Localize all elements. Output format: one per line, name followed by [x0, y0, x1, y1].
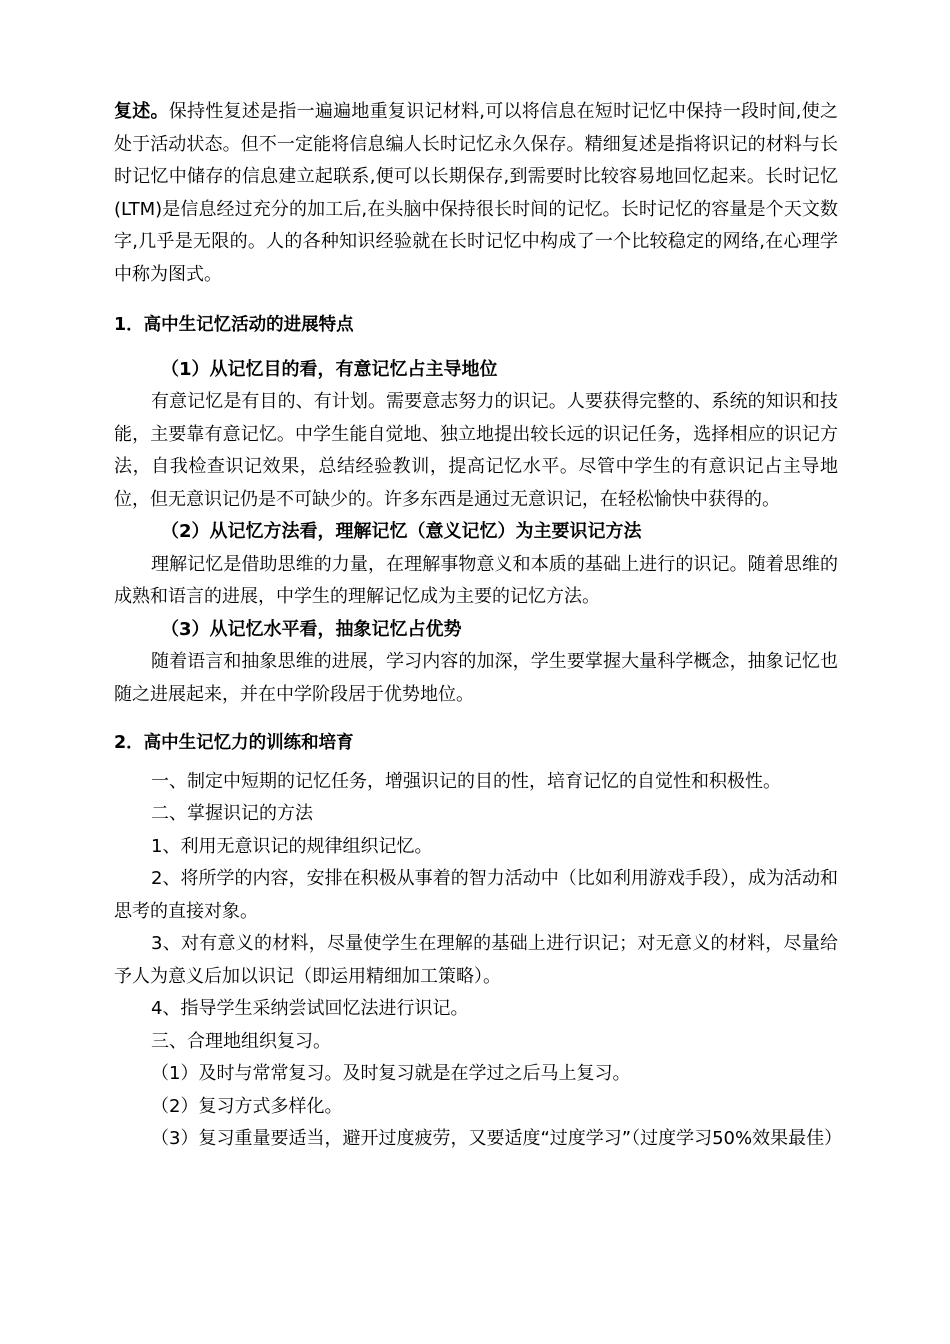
subheading-1: （1）从记忆目的看，有意记忆占主导地位: [161, 358, 498, 380]
subsection-3-body: 随着语言和抽象思维的进展，学习内容的加深，学生要掌握大量科学概念，抽象记忆也随之进展起来，并在中学阶段居于优势地位。: [114, 651, 838, 705]
subsection-2-body: 理解记忆是借助思维的力量，在理解事物意义和本质的基础上进行的识记。随着思维的成熟和语言的进展，中学生的理解记忆成为主要的记忆方法。: [114, 553, 838, 607]
subheading-2: （2）从记忆方法看，理解记忆（意义记忆）为主要识记方法: [161, 521, 642, 542]
document-page: [114, 96, 843, 1156]
intro-paragraph: [114, 96, 838, 291]
list-item: 一、制定中短期的记忆任务，增强识记的目的性，培育记忆的自觉性和积极性。: [151, 770, 781, 792]
list-item: 2、将所学的内容，安排在积极从事着的智力活动中（比如利用游戏手段），成为活动和思考的直接对象。: [114, 868, 838, 922]
list-item: 三、合理地组织复习。: [151, 1030, 331, 1052]
subheading-3: （3）从记忆水平看，抽象记忆占优势: [161, 618, 462, 640]
list-item: （1）及时与常常复习。及时复习就是在学过之后马上复习。: [151, 1063, 631, 1084]
list-item: （3）复习重量要适当，避开过度疲劳，又要适度“过度学习”（过度学习50%效果最佳）: [151, 1128, 843, 1149]
intro-lead-term: 复述。: [114, 101, 169, 122]
section2-heading: 2．高中生记忆力的训练和培育: [114, 733, 354, 753]
list-item: 1、利用无意识记的规律组织记忆。: [151, 835, 433, 857]
list-item: （2）复习方式多样化。: [151, 1095, 343, 1117]
section1-heading: 1．高中生记忆活动的进展特点: [114, 315, 354, 335]
list-item: 4、指导学生采纳尝试回忆法进行识记。: [151, 998, 469, 1019]
intro-text: 保持性复述是指一遍遍地重复识记材料,可以将信息在短时记忆中保持一段时间,使之处于活动状态。但不一定能将信息编人长时记忆永久保存。精细复述是指将识记的材料与长时记忆中储存的信息建立起联系,便可以长期保存,到需要时比较容易地回忆起来。长时记忆(LTM)是信息经过充分的加工后,在头脑中保持很长时间的记忆。长时记忆的容量是个天文数字,几乎是无限的。人的各种知识经验就在长时记忆中构成了一个比较稳定的网络,在心理学中称为图式。: [114, 101, 838, 285]
subsection-1-body: 有意记忆是有目的、有计划。需要意志努力的识记。人要获得完整的、系统的知识和技能，主要靠有意记忆。中学生能自觉地、独立地提出较长远的识记任务，选择相应的识记方法，自我检查识记效果，总结经验教训，提高记忆水平。尽管中学生的有意识记占主导地位，但无意识记仍是不可缺少的。许多东西是通过无意识记，在轻松愉快中获得的。: [114, 391, 838, 510]
list-item: 二、掌握识记的方法: [151, 803, 313, 824]
list-item: 3、对有意义的材料，尽量使学生在理解的基础上进行识记；对无意义的材料，尽量给予人为意义后加以识记（即运用精细加工策略）。: [114, 933, 838, 987]
